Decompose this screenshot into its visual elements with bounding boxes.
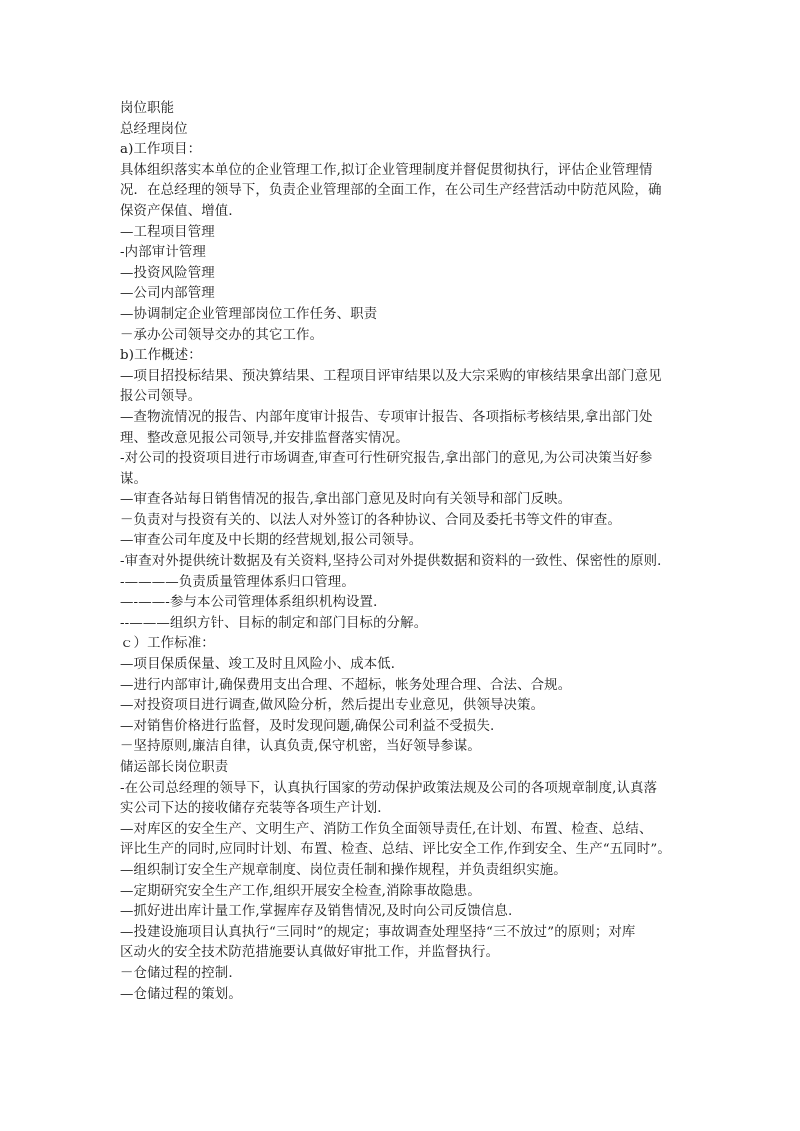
list-item: -内部审计管理 [120,245,206,261]
list-item: －承办公司领导交办的其它工作。 [120,327,324,343]
text-line: 实公司下达的接收储存充装等各项生产计划. [120,801,382,817]
list-item: －负责对与投资有关的、以法人对外签订的各种协议、合同及委托书等文件的审查。 [120,512,622,528]
list-item: —投资风险管理 [120,265,215,281]
section-heading-storage: 储运部长岗位职责 [120,760,229,775]
text-line: 谋。 [120,471,148,487]
list-item: -对公司的投资项目进行市场调查,审查可行性研究报告,拿出部门的意见,为公司决策当好参 [120,451,653,467]
text-line: 区动火的安全技术防范措施要认真做好审批工作，并监督执行。 [120,945,500,961]
list-item: —项目招投标结果、预决算结果、工程项目评审结果以及大宗采购的审核结果拿出部门意见 [120,368,662,384]
list-item: —对库区的安全生产、文明生产、消防工作负全面领导责任,在计划、布置、检查、总结、 [120,821,653,837]
list-item: －仓储过程的控制. [120,965,233,981]
list-item: —-——-参与本公司管理体系组织机构设置． [120,595,387,611]
list-item: —项目保质保量、竣工及时且风险小、成本低． [120,657,405,673]
list-item: —组织制订安全生产规章制度、岗位责任制和操作规程，并负责组织实施。 [120,862,567,878]
list-item: —对销售价格进行监督，及时发现问题,确保公司利益不受损失. [120,718,495,734]
list-item: —协调制定企业管理部岗位工作任务、职责 [120,306,378,322]
list-item: -————负责质量管理体系归口管理。 [120,574,355,590]
list-item: —公司内部管理 [120,286,215,302]
section-heading-gm: 总经理岗位 [120,121,188,137]
list-item: --———组织方针、目标的制定和部门目标的分解。 [120,615,428,631]
list-item: —定期研究安全生产工作,组织开展安全检查,消除事故隐患。 [120,883,481,899]
list-item: -在公司总经理的领导下，认真执行国家的劳动保护政策法规及公司的各项规章制度,认真落 [120,780,658,796]
subheading-work-items: a)工作项目： [120,142,202,158]
list-item: —审查公司年度及中长期的经营规划,报公司领导。 [120,533,423,549]
doc-title: 岗位职能 [120,101,175,116]
list-item: —审查各站每日销售情况的报告,拿出部门意见及时向有关领导和部门反映。 [120,492,572,508]
list-item: —投建设施项目认真执行“三同时”的规定；事故调查处理坚持“三不放过”的原则；对库 [120,924,636,940]
list-item: -审查对外提供统计数据及有关资料,坚持公司对外提供数据和资料的一致性、保密性的原则． [120,554,671,570]
list-item: —进行内部审计,确保费用支出合理、不超标，帐务处理合理、合法、合规。 [120,677,572,693]
list-item: —查物流情况的报告、内部年度审计报告、专项审计报告、各项指标考核结果,拿出部门处 [120,409,653,425]
text-line: 理、整改意见报公司领导,并安排监督落实情况。 [120,430,409,446]
list-item: —对投资项目进行调查,做风险分析，然后提出专业意见，供领导决策。 [120,698,545,714]
text-line: 保资产保值、增值． [120,203,242,219]
text-line: 况．在总经理的领导下，负责企业管理部的全面工作，在公司生产经营活动中防范风险，确 [120,183,662,199]
list-item: —仓储过程的策划。 [120,986,242,1002]
text-line: 评比生产的同时,应同时计划、布置、检查、总结、评比安全工作,作到安全、生产“五同时”。 [120,842,671,858]
text-line: 报公司领导。 [120,389,202,405]
text-line: 具体组织落实本单位的企业管理工作,拟订企业管理制度并督促贯彻执行，评估企业管理情 [120,162,653,178]
subheading-work-standards: ｃ）工作标准： [120,636,215,652]
list-item: —抓好进出库计量工作,掌握库存及销售情况,及时向公司反馈信息. [120,904,513,920]
list-item: －坚持原则,廉洁自律，认真负责,保守机密，当好领导参谋。 [120,739,481,755]
document-page [120,99,690,1005]
subheading-work-overview: b)工作概述： [120,348,202,364]
list-item: —工程项目管理 [120,224,215,240]
